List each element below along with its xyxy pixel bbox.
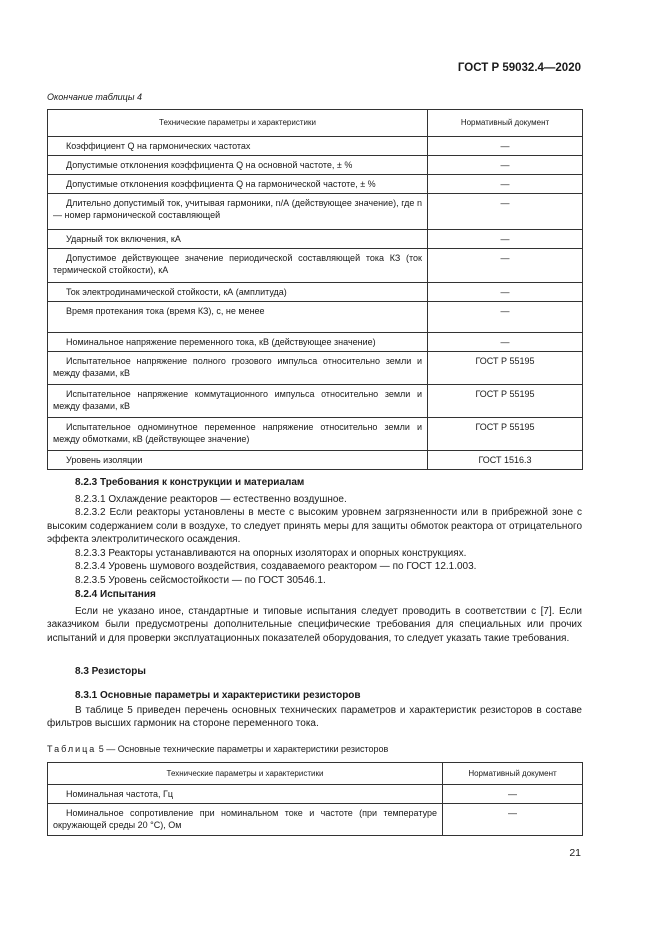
table-row (48, 249, 583, 283)
table5-col-params: Технические параметры и характеристики (48, 763, 443, 785)
table4-param: Время протекания тока (время КЗ), с, не менее (48, 302, 428, 333)
table4-doc: — (428, 333, 583, 352)
table5-col-doc: Нормативный документ (443, 763, 583, 785)
table4-param: Ударный ток включения, кА (48, 230, 428, 249)
section-heading: 8.3.1 Основные параметры и характеристики резисторов (75, 690, 361, 701)
table4-caption: Окончание таблицы 4 (47, 92, 142, 102)
table4-doc: — (428, 194, 583, 230)
section-8-3 (47, 665, 582, 679)
section-8-2-3 (47, 476, 582, 587)
table5-caption-label: Таблица (47, 744, 97, 754)
table4-col-params: Технические параметры и характеристики (48, 110, 428, 137)
table-row (48, 194, 583, 230)
table-row (48, 352, 583, 385)
table4-doc: ГОСТ Р 55195 (428, 352, 583, 385)
table4-param: Испытательное напряжение коммутационного импульса относительно земли и между фазами, кВ (48, 385, 428, 418)
section-heading: 8.3 Резисторы (75, 666, 146, 677)
table4-doc: — (428, 249, 583, 283)
table-row (48, 156, 583, 175)
paragraph: 8.2.3.5 Уровень сейсмостойкости — по ГОСТ 30546.1. (75, 574, 326, 586)
paragraph: 8.2.3.4 Уровень шумового воздействия, создаваемого реактором — по ГОСТ 12.1.003. (75, 561, 477, 572)
table-4 (47, 109, 583, 470)
table-row (48, 137, 583, 156)
table5-doc: — (443, 804, 583, 836)
table-row (48, 785, 583, 804)
table4-param: Допустимое действующее значение периодической составляющей тока КЗ (ток термической стойкости), кА (48, 249, 428, 283)
table-row (48, 451, 583, 470)
table4-param: Испытательное одноминутное переменное напряжение относительно земли и между обмотками, кВ (действующее значение) (48, 418, 428, 451)
table4-param: Допустимые отклонения коэффициента Q на гармонической частоте, ± % (48, 175, 428, 194)
section-8-3-1 (47, 689, 582, 731)
table5-caption (47, 744, 388, 754)
paragraph: 8.2.3.3 Реакторы устанавливаются на опорных изоляторах и опорных конструкциях. (75, 547, 467, 559)
table-row (48, 385, 583, 418)
paragraph: 8.2.3.2 Если реакторы установлены в месте с высоким уровнем загрязненности или в прибрежной зоне с высоким содержанием соли в воздухе, то следует принять меры для защиты обмоток реактора от отрицательного эффекта электролитического осаждения. (47, 507, 582, 545)
table-row (48, 333, 583, 352)
table4-param: Ток электродинамической стойкости, кА (амплитуда) (48, 283, 428, 302)
table4-param: Уровень изоляции (48, 451, 428, 470)
section-heading: 8.2.3 Требования к конструкции и материалам (75, 477, 305, 488)
table4-doc: ГОСТ Р 55195 (428, 385, 583, 418)
table4-param: Номинальное напряжение переменного тока, кВ (действующее значение) (48, 333, 428, 352)
table-row (48, 302, 583, 333)
table-row (48, 230, 583, 249)
table4-param: Длительно допустимый ток, учитывая гармоники, n/А (действующее значение), где n — номер гармонической составляющей (48, 194, 428, 230)
table4-param: Испытательное напряжение полного грозового импульса относительно земли и между фазами, кВ (48, 352, 428, 385)
table4-param: Коэффициент Q на гармонических частотах (48, 137, 428, 156)
table5-param: Номинальная частота, Гц (48, 785, 443, 804)
table5-param: Номинальное сопротивление при номинальном токе и частоте (при температуре окружающей среды 20 °С), Ом (48, 804, 443, 836)
table-5 (47, 762, 583, 836)
paragraph: Если не указано иное, стандартные и типовые испытания следует проводить в соответствии с [7]. Если заказчиком были предусмотрены дополнительные специфические требования для специальных или прочих испытаний и для проверки эксплуатационных показателей оборудования, то следует указать такие требования. (47, 605, 582, 644)
page-number: 21 (569, 847, 581, 859)
table4-doc: — (428, 283, 583, 302)
table4-doc: — (428, 175, 583, 194)
document-id: ГОСТ Р 59032.4—2020 (457, 62, 581, 74)
paragraph: 8.2.3.1 Охлаждение реакторов — естественно воздушное. (75, 493, 347, 505)
table5-doc: — (443, 785, 583, 804)
table4-doc: — (428, 302, 583, 333)
section-8-2-4 (47, 588, 582, 645)
table4-doc: ГОСТ Р 55195 (428, 418, 583, 451)
table4-doc: — (428, 156, 583, 175)
table4-col-doc: Нормативный документ (428, 110, 583, 137)
section-heading: 8.2.4 Испытания (75, 589, 156, 600)
table-row (48, 283, 583, 302)
table-row (48, 418, 583, 451)
table-row (48, 804, 583, 836)
table4-doc: — (428, 230, 583, 249)
table4-doc: — (428, 137, 583, 156)
table5-caption-text: 5 — Основные технические параметры и характеристики резисторов (96, 744, 389, 754)
paragraph: В таблице 5 приведен перечень основных технических параметров и характеристик резисторов в составе фильтров высших гармоник на стороне переменного тока. (47, 704, 582, 729)
table4-param: Допустимые отклонения коэффициента Q на основной частоте, ± % (48, 156, 428, 175)
table-row (48, 175, 583, 194)
table4-doc: ГОСТ 1516.3 (428, 451, 583, 470)
